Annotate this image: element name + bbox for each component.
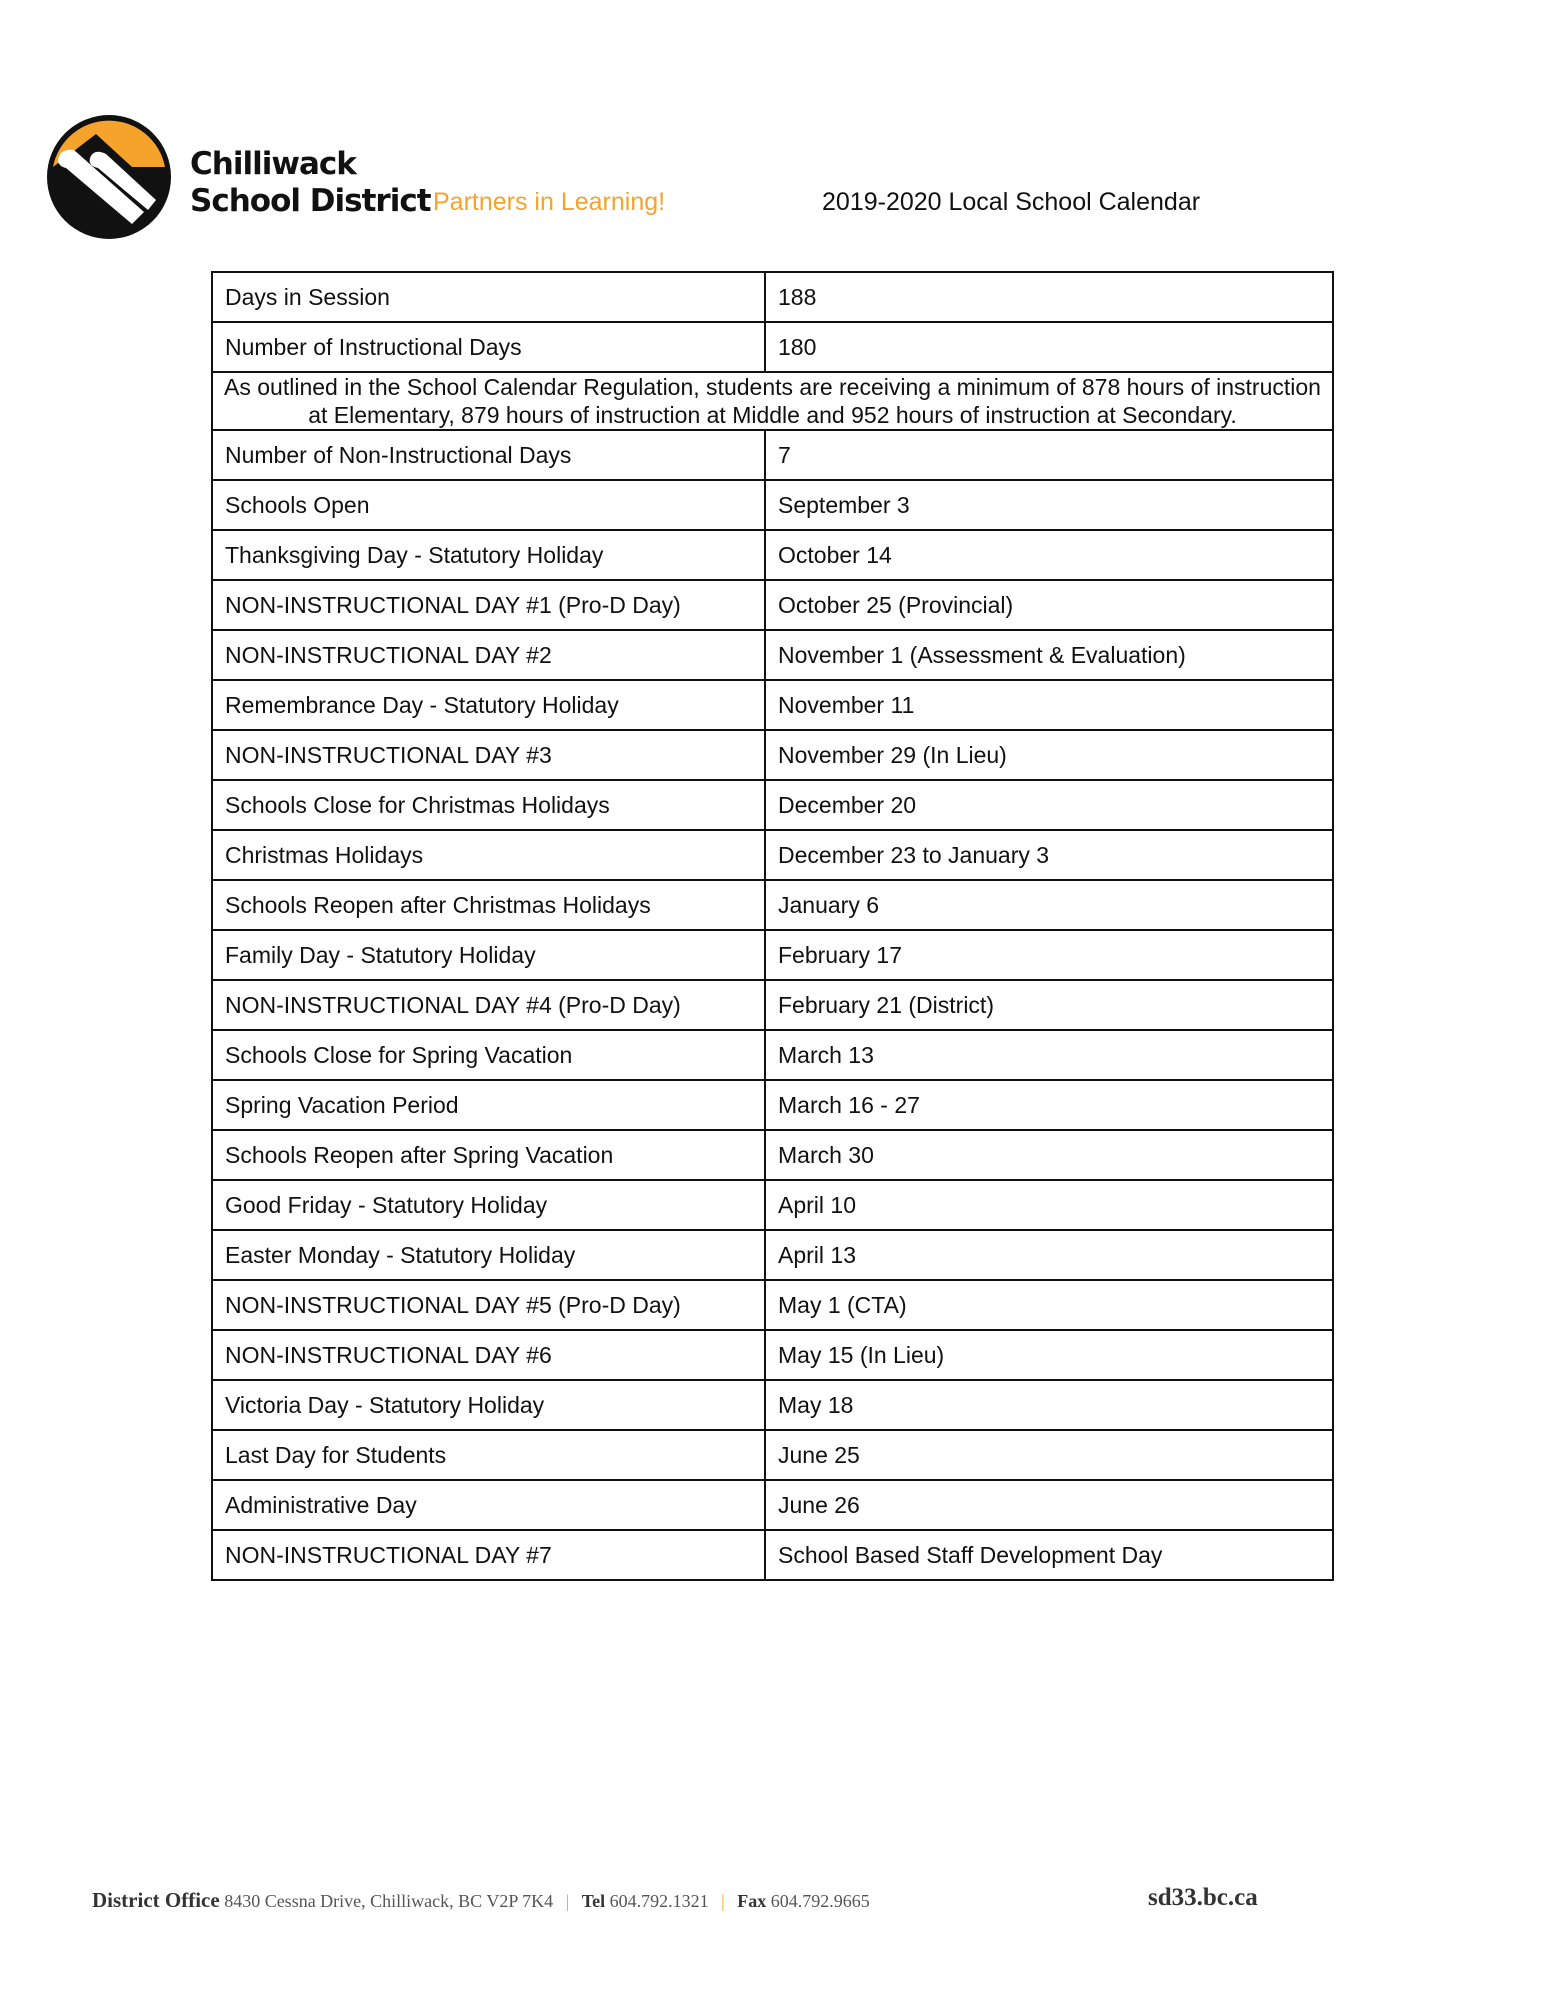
calendar-table-body — [212, 272, 1333, 1580]
instruction-hours-note: As outlined in the School Calendar Regulation, students are receiving a minimum of 878 hours of instruction at Elementary, 879 hours of instruction at Middle and 952 hours of instruction at Secondary. — [212, 372, 1333, 430]
table-row — [212, 1380, 1333, 1430]
footer-address: 8430 Cessna Drive, Chilliwack, BC V2P 7K4 — [224, 1891, 554, 1911]
row-label: Administrative Day — [212, 1480, 765, 1530]
row-label: Schools Open — [212, 480, 765, 530]
row-label: Easter Monday - Statutory Holiday — [212, 1230, 765, 1280]
table-row — [212, 980, 1333, 1030]
table-row — [212, 1480, 1333, 1530]
table-row — [212, 680, 1333, 730]
table-row — [212, 1130, 1333, 1180]
row-label: Thanksgiving Day - Statutory Holiday — [212, 530, 765, 580]
table-row — [212, 730, 1333, 780]
footer-fax: 604.792.9665 — [770, 1891, 870, 1911]
row-label: Last Day for Students — [212, 1430, 765, 1480]
table-row — [212, 1280, 1333, 1330]
table-row — [212, 272, 1333, 322]
table-row — [212, 480, 1333, 530]
row-label: Family Day - Statutory Holiday — [212, 930, 765, 980]
table-row — [212, 1180, 1333, 1230]
table-row — [212, 1530, 1333, 1580]
footer — [92, 1888, 870, 1913]
website-link[interactable]: sd33.bc.ca — [1148, 1884, 1258, 1911]
row-label: Christmas Holidays — [212, 830, 765, 880]
footer-tel: 604.792.1321 — [609, 1891, 709, 1911]
row-value: April 13 — [765, 1230, 1333, 1280]
row-value: April 10 — [765, 1180, 1333, 1230]
table-row — [212, 530, 1333, 580]
row-label: Schools Reopen after Spring Vacation — [212, 1130, 765, 1180]
table-row — [212, 780, 1333, 830]
table-row — [212, 580, 1333, 630]
row-value: March 30 — [765, 1130, 1333, 1180]
table-row — [212, 1230, 1333, 1280]
row-label: Schools Close for Spring Vacation — [212, 1030, 765, 1080]
row-value: May 15 (In Lieu) — [765, 1330, 1333, 1380]
table-row — [212, 930, 1333, 980]
row-label: NON-INSTRUCTIONAL DAY #3 — [212, 730, 765, 780]
row-value: November 1 (Assessment & Evaluation) — [765, 630, 1333, 680]
table-row — [212, 630, 1333, 680]
footer-separator: | — [565, 1891, 570, 1911]
row-value: School Based Staff Development Day — [765, 1530, 1333, 1580]
footer-tel-label: Tel — [581, 1891, 606, 1911]
district-name-line1: Chilliwack — [190, 146, 356, 182]
footer-fax-label: Fax — [737, 1891, 767, 1911]
row-value: May 18 — [765, 1380, 1333, 1430]
row-label: NON-INSTRUCTIONAL DAY #1 (Pro-D Day) — [212, 580, 765, 630]
row-value: December 23 to January 3 — [765, 830, 1333, 880]
page-header — [44, 112, 1244, 252]
table-row — [212, 430, 1333, 480]
district-logo-icon — [44, 112, 174, 242]
row-label: Victoria Day - Statutory Holiday — [212, 1380, 765, 1430]
row-value: November 11 — [765, 680, 1333, 730]
row-value: November 29 (In Lieu) — [765, 730, 1333, 780]
table-row — [212, 880, 1333, 930]
row-value: May 1 (CTA) — [765, 1280, 1333, 1330]
district-name — [190, 146, 431, 220]
row-label: Days in Session — [212, 272, 765, 322]
row-label: NON-INSTRUCTIONAL DAY #4 (Pro-D Day) — [212, 980, 765, 1030]
table-row — [212, 830, 1333, 880]
row-value: March 13 — [765, 1030, 1333, 1080]
footer-separator: | — [721, 1891, 725, 1911]
row-label: Spring Vacation Period — [212, 1080, 765, 1130]
row-label: NON-INSTRUCTIONAL DAY #7 — [212, 1530, 765, 1580]
row-value: February 21 (District) — [765, 980, 1333, 1030]
table-row — [212, 1430, 1333, 1480]
row-label: Number of Non-Instructional Days — [212, 430, 765, 480]
row-label: Remembrance Day - Statutory Holiday — [212, 680, 765, 730]
row-label: Number of Instructional Days — [212, 322, 765, 372]
page-title: 2019-2020 Local School Calendar — [822, 188, 1201, 216]
table-row — [212, 1330, 1333, 1380]
footer-office-label: District Office — [92, 1888, 220, 1912]
table-row — [212, 1080, 1333, 1130]
row-value: 180 — [765, 322, 1333, 372]
calendar-table — [211, 271, 1334, 1581]
row-value: March 16 - 27 — [765, 1080, 1333, 1130]
row-value: February 17 — [765, 930, 1333, 980]
row-value: June 25 — [765, 1430, 1333, 1480]
table-row — [212, 322, 1333, 372]
row-label: Good Friday - Statutory Holiday — [212, 1180, 765, 1230]
row-value: 188 — [765, 272, 1333, 322]
row-label: Schools Reopen after Christmas Holidays — [212, 880, 765, 930]
note-row — [212, 372, 1333, 430]
table-row — [212, 1030, 1333, 1080]
row-label: NON-INSTRUCTIONAL DAY #5 (Pro-D Day) — [212, 1280, 765, 1330]
row-label: Schools Close for Christmas Holidays — [212, 780, 765, 830]
row-label: NON-INSTRUCTIONAL DAY #6 — [212, 1330, 765, 1380]
row-label: NON-INSTRUCTIONAL DAY #2 — [212, 630, 765, 680]
tagline: Partners in Learning! — [433, 188, 666, 216]
row-value: December 20 — [765, 780, 1333, 830]
row-value: October 14 — [765, 530, 1333, 580]
row-value: June 26 — [765, 1480, 1333, 1530]
row-value: October 25 (Provincial) — [765, 580, 1333, 630]
row-value: January 6 — [765, 880, 1333, 930]
row-value: 7 — [765, 430, 1333, 480]
district-name-line2: School District — [190, 183, 431, 219]
row-value: September 3 — [765, 480, 1333, 530]
